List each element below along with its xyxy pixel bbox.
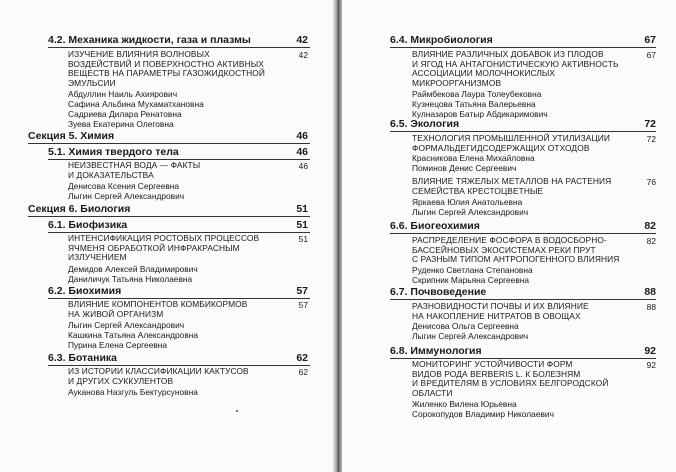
section-6-7-heading: 6.7. Почвоведение	[390, 286, 487, 298]
article-title-line: МОНИТОРИНГ УСТОЙЧИВОСТИ ФОРМ	[412, 359, 573, 369]
article-author: Лыгин Сергей Александрович	[412, 207, 529, 217]
article-title-line: С РАЗНЫМ ТИПОМ АНТРОПОГЕННОГО ВЛИЯНИЯ	[412, 254, 620, 265]
article-title-line: ТЕХНОЛОГИЯ ПРОМЫШЛЕННОЙ УТИЛИЗАЦИИ	[412, 133, 610, 143]
article-title-line: И ЯГОД НА АНТАГОНИСТИЧЕСКУЮ АКТИВНОСТЬ	[412, 58, 619, 69]
section-5-1-heading: 5.1. Химия твердого тела	[48, 146, 179, 158]
article-title-line: ИЗЛУЧЕНИЕМ	[68, 252, 127, 263]
article-title-line: И ВРЕДИТЕЛЯМ В УСЛОВИЯХ БЕЛГОРОДСКОЙ	[412, 378, 609, 389]
section-6-8-page: 92	[644, 345, 656, 357]
section-divider	[48, 47, 310, 48]
article-page: 72	[646, 134, 656, 144]
article-page: 42	[298, 50, 308, 60]
section-divider	[390, 47, 656, 48]
article-author: Руденко Светлана Степановна	[412, 265, 533, 275]
section-6-5-page: 72	[644, 118, 656, 130]
article-title-line: АССОЦИАЦИИ МОЛОЧНОКИСЛЫХ	[412, 68, 556, 79]
article-author: Зуева Екатерина Олеговна	[68, 119, 174, 129]
article-page: 88	[646, 302, 656, 312]
article-title-line: ВЛИЯНИЕ ТЯЖЕЛЫХ МЕТАЛЛОВ НА РАСТЕНИЯ	[412, 176, 612, 186]
section-6-7-page: 88	[644, 286, 656, 298]
article-page: 92	[646, 360, 656, 370]
section-6-2-heading: 6.2. Биохимия	[48, 285, 122, 297]
article-title-line: ЭМУЛЬСИИ	[68, 77, 116, 88]
article-author: Сафина Альбина Мухаматхановна	[68, 99, 204, 109]
article-title-line: НА ЖИВОЙ ОРГАНИЗМ	[68, 308, 164, 319]
section-6-4-heading: 6.4. Микробиология	[390, 34, 493, 46]
article-author: Скрипник Марьяна Сергеевна	[412, 275, 530, 285]
article-author: Абдуллин Наиль Ахиярович	[68, 89, 178, 99]
section-divider	[390, 233, 656, 234]
article-title-line: ЯЧМЕНЯ ОБРАБОТКОЙ ИНФРАКРАСНЫМ	[68, 242, 240, 253]
section-6-1-heading: 6.1. Биофизика	[48, 219, 128, 231]
section-6-page: 51	[296, 203, 308, 215]
article-title-line: И ДРУГИХ СУККУЛЕНТОВ	[68, 375, 174, 386]
section-6-1-page: 51	[296, 219, 308, 231]
article-author: Красникова Елена Михайловна	[412, 153, 535, 163]
section-6-3-heading: 6.3. Ботаника	[48, 352, 118, 364]
article-page: 62	[298, 367, 308, 377]
section-5-heading: Секция 5. Химия	[28, 130, 115, 142]
section-divider	[28, 143, 310, 144]
article-title-line: НЕИЗВЕСТНАЯ ВОДА — ФАКТЫ	[68, 160, 201, 170]
article-author: Ауканова Назгуль Бектурсуновна	[68, 387, 198, 397]
article-title-line: МИКРООРГАНИЗМОВ	[412, 77, 502, 88]
article-title-line: ИЗ ИСТОРИИ КЛАССИФИКАЦИИ КАКТУСОВ	[68, 366, 249, 376]
article-title-line: СЕМЕЙСТВА КРЕСТОЦВЕТНЫЕ	[412, 185, 544, 196]
article-page: 57	[298, 300, 308, 310]
article-title-line: ИНТЕНСИФИКАЦИЯ РОСТОВЫХ ПРОЦЕССОВ	[68, 233, 260, 243]
article-author: Кузнецова Татьяна Валерьевна	[412, 99, 536, 109]
article-title-line: И ДОКАЗАТЕЛЬСТВА	[68, 169, 154, 180]
article-page: 46	[298, 161, 308, 171]
article-author: Денисова Ольга Сергеевна	[412, 321, 519, 331]
section-6-heading: Секция 6. Биология	[28, 203, 131, 215]
article-author: Денисова Ксения Сергеевна	[68, 181, 180, 191]
article-title-line: ВЛИЯНИЕ РАЗЛИЧНЫХ ДОБАВОК ИЗ ПЛОДОВ	[412, 49, 604, 59]
article-author: Садриева Дилара Ренатовна	[68, 109, 182, 119]
article-title-line: ИЗУЧЕНИЕ ВЛИЯНИЯ ВОЛНОВЫХ	[68, 49, 210, 59]
article-author: Лыгин Сергей Александрович	[68, 191, 185, 201]
article-author: Пурина Елена Сергеевна	[68, 340, 168, 350]
article-author: Кулназаров Батыр Абдикаримович	[412, 109, 548, 119]
article-author: Лыгин Сергей Александрович	[412, 331, 529, 341]
section-4-2-page: 42	[296, 34, 308, 46]
section-divider	[28, 216, 310, 217]
section-5-page: 46	[296, 130, 308, 142]
article-title-line: БАССЕЙНОВЫХ ЭКОСИСТЕМАХ РЕКИ ПРУТ	[412, 244, 596, 255]
article-author: Демидов Алексей Владимирович	[68, 264, 198, 274]
article-page: 67	[646, 50, 656, 60]
article-author: Поминов Денис Сергеевич	[412, 163, 517, 173]
article-author: Жиленко Вилена Юрьевна	[412, 399, 517, 409]
section-divider	[390, 299, 656, 300]
section-6-8-heading: 6.8. Иммунология	[390, 345, 482, 357]
article-page: 82	[646, 236, 656, 246]
article-title-line: ВЕЩЕСТВ НА ПАРАМЕТРЫ ГАЗОЖИДКОСТНОЙ	[68, 68, 266, 79]
section-6-6-page: 82	[644, 220, 656, 232]
article-title-line: ВОЗДЕЙСТВИЙ И ПОВЕРХНОСТНО АКТИВНЫХ	[68, 58, 264, 69]
section-6-3-page: 62	[296, 352, 308, 364]
article-author: Даниличук Татьяна Николаевна	[68, 274, 193, 284]
article-title-line: ВЛИЯНИЕ КОМПОНЕНТОВ КОМБИКОРМОВ	[68, 299, 248, 309]
article-title-line: НА НАКОПЛЕНИЕ НИТРАТОВ В ОВОЩАХ	[412, 310, 581, 321]
section-5-1-page: 46	[296, 146, 308, 158]
section-6-5-heading: 6.5. Экология	[390, 118, 460, 130]
article-author: Сорокопудов Владимир Николаевич	[412, 409, 554, 419]
section-divider	[390, 131, 656, 132]
article-author: Лыгин Сергей Александрович	[68, 320, 185, 330]
section-4-2-heading: 4.2. Механика жидкости, газа и плазмы	[48, 34, 251, 46]
article-title-line: ВИДОВ РОДА BERBERIS L. К БОЛЕЗНЯМ	[412, 368, 581, 379]
article-title-line: ФОРМАЛЬДЕГИДСОДЕРЖАЩИХ ОТХОДОВ	[412, 142, 590, 153]
article-title-line: РАЗНОВИДНОСТИ ПОЧВЫ И ИХ ВЛИЯНИЕ	[412, 301, 589, 311]
right-page	[342, 0, 676, 472]
article-author: Яркаева Юлия Анатольевна	[412, 197, 523, 207]
article-page: 76	[646, 177, 656, 187]
article-title-line: РАСПРЕДЕЛЕНИЕ ФОСФОРА В ВОДОСБОРНО-	[412, 235, 607, 245]
section-6-2-page: 57	[296, 285, 308, 297]
article-author: Кашкина Татьяна Александровна	[68, 330, 199, 340]
article-author: Раймбекова Лаура Толеубековна	[412, 89, 542, 99]
section-6-6-heading: 6.6. Биогеохимия	[390, 220, 480, 232]
section-6-4-page: 67	[644, 34, 656, 46]
article-title-line: ОБЛАСТИ	[412, 387, 453, 398]
article-page: 51	[298, 234, 308, 244]
print-speck	[236, 410, 238, 412]
